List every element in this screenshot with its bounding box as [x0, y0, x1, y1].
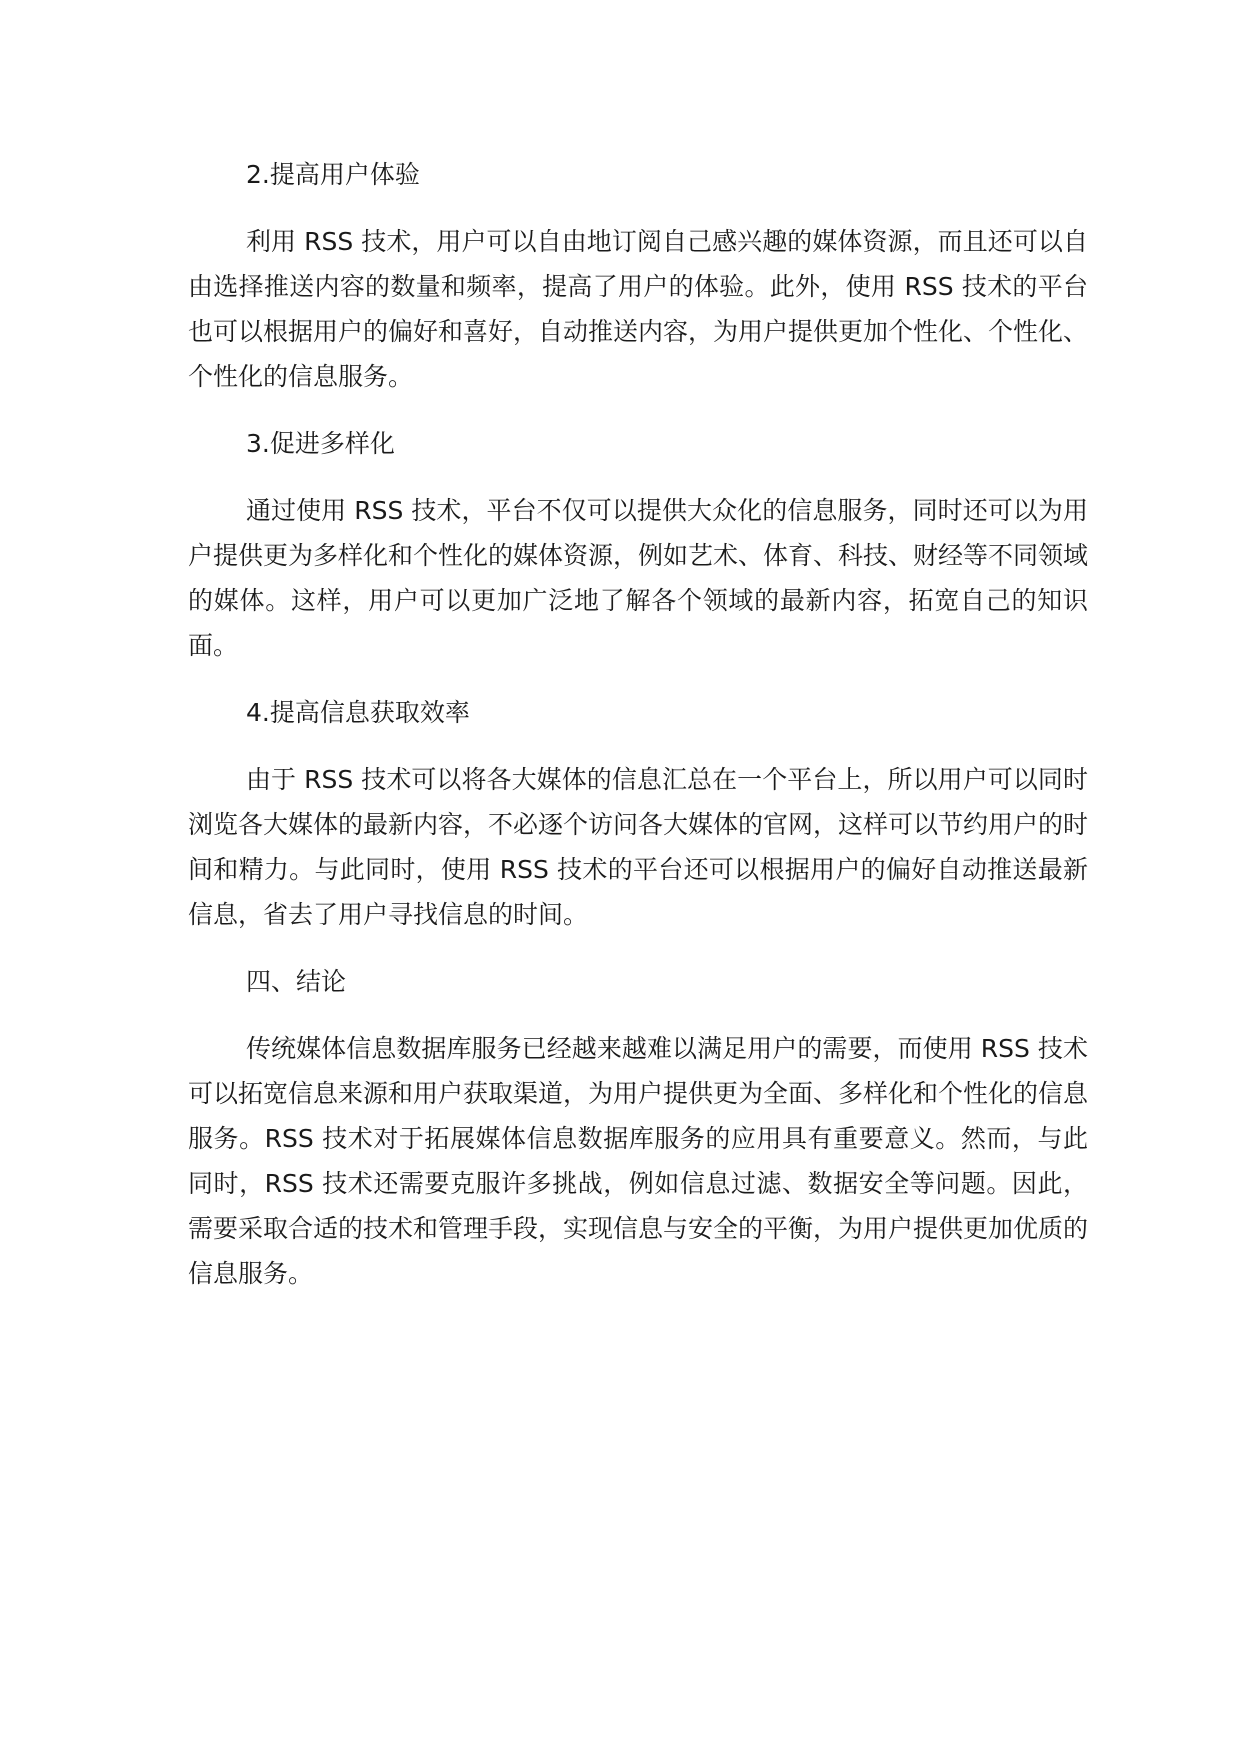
section-heading-diversification: 3.促进多样化 — [246, 429, 395, 458]
section-paragraph-efficiency: 由于 RSS 技术可以将各大媒体的信息汇总在一个平台上，所以用户可以同时浏览各大媒体的最新内容，不必逐个访问各大媒体的官网，这样可以节约用户的时间和精力。与此同时，使用 RSS 技术的平台还可以根据用户的偏好自动推送最新信息，省去了用户寻找信息的时间。 — [188, 765, 1089, 929]
section-paragraph-diversification: 通过使用 RSS 技术，平台不仅可以提供大众化的信息服务，同时还可以为用户提供更为多样化和个性化的媒体资源，例如艺术、体育、科技、财经等不同领域的媒体。这样，用户可以更加广泛地了解各个领域的最新内容，拓宽自己的知识面。 — [188, 496, 1089, 660]
section-heading-user-experience: 2.提高用户体验 — [246, 160, 420, 189]
section-paragraph-conclusion: 传统媒体信息数据库服务已经越来越难以满足用户的需要，而使用 RSS 技术可以拓宽信息来源和用户获取渠道，为用户提供更为全面、多样化和个性化的信息服务。RSS 技术对于拓展媒体信息数据库服务的应用具有重要意义。然而，与此同时，RSS 技术还需要克服许多挑战，例如信息过滤、数据安全等问题。因此，需要采取合适的技术和管理手段，实现信息与安全的平衡，为用户提供更加优质的信息服务。 — [188, 1034, 1089, 1288]
document-body — [188, 152, 1088, 1318]
section-paragraph-user-experience: 利用 RSS 技术，用户可以自由地订阅自己感兴趣的媒体资源，而且还可以自由选择推送内容的数量和频率，提高了用户的体验。此外，使用 RSS 技术的平台也可以根据用户的偏好和喜好，自动推送内容，为用户提供更加个性化、个性化、个性化的信息服务。 — [188, 227, 1089, 391]
section-heading-efficiency: 4.提高信息获取效率 — [246, 698, 470, 727]
section-heading-conclusion: 四、结论 — [246, 967, 347, 996]
